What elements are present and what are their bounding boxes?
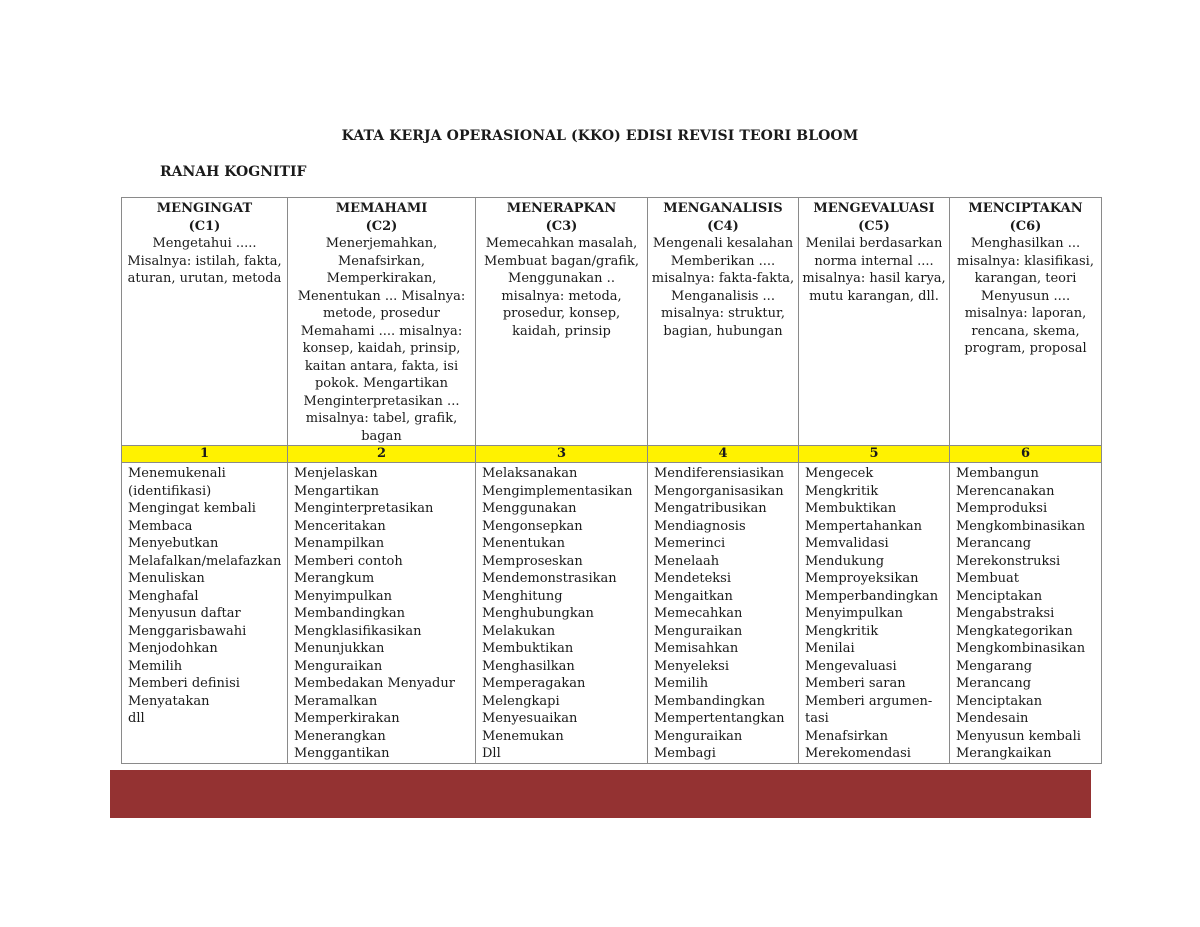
- verb-item: Menciptakan: [956, 693, 1043, 709]
- footer-bar: [110, 770, 1091, 818]
- verb-item: Melaksanakan: [482, 466, 578, 481]
- verb-item: Membandingkan: [654, 693, 765, 709]
- verb-item: Melakukan: [482, 623, 556, 639]
- header-cell-c2: [288, 198, 476, 446]
- verb-item: Memproduksi: [956, 501, 1048, 516]
- verb-item: Memisahkan: [654, 641, 739, 656]
- verb-item: Merancang: [956, 676, 1032, 691]
- verb-item: Mengkategorikan: [956, 623, 1073, 639]
- verb-list-c3: [476, 463, 648, 764]
- verb-item: Menelaah: [654, 553, 720, 569]
- header-cell-c3: [476, 198, 648, 446]
- verb-item: Menceritakan: [294, 518, 386, 534]
- verb-item: Memproyeksikan: [805, 571, 919, 586]
- verb-item: Menerangkan: [294, 728, 386, 744]
- verb-item: Menyimpulkan: [805, 606, 904, 621]
- verb-item: Menyatakan: [128, 693, 210, 709]
- verb-item: Menyebutkan: [128, 536, 219, 551]
- verb-item: Memerinci: [654, 536, 726, 551]
- verb-item: Memberi argumen-: [805, 693, 933, 709]
- verb-list-c1: [122, 463, 288, 764]
- verb-item: Meramalkan: [294, 693, 378, 709]
- verb-item: Menguraikan: [654, 623, 743, 639]
- verb-item: Membagi: [654, 746, 716, 761]
- level-code: (C6): [1009, 218, 1042, 234]
- verb-item: Menghafal: [128, 588, 199, 604]
- verb-item: Menjelaskan: [294, 466, 378, 481]
- verb-item: Dll: [482, 746, 501, 761]
- verb-item: Mengartikan: [294, 483, 380, 499]
- verb-item: Menyusun kembali: [956, 728, 1081, 744]
- verb-item: Mengabstraksi: [956, 606, 1055, 621]
- level-number: 4: [648, 446, 799, 463]
- verb-item: Mengevaluasi: [805, 658, 897, 674]
- verb-item: Memperagakan: [482, 676, 586, 691]
- verb-item: Merangkum: [294, 571, 375, 586]
- level-code: (C4): [707, 218, 739, 234]
- level-code: (C2): [365, 218, 398, 234]
- verb-item: Menyeleksi: [654, 658, 729, 674]
- verb-item: Melengkapi: [482, 693, 560, 709]
- verb-item: Memilih: [654, 676, 709, 691]
- verb-item: Mengkritik: [805, 623, 879, 639]
- header-row: [122, 198, 1102, 446]
- verb-item: Mengkombinasikan: [956, 518, 1086, 534]
- verb-item: Memperkirakan: [294, 711, 400, 726]
- verb-item: Menguraikan: [294, 658, 383, 674]
- verb-item: Menafsirkan: [805, 728, 888, 744]
- verb-item: Memperbandingkan: [805, 588, 939, 604]
- verb-item: Mengkombinasikan: [956, 641, 1086, 656]
- verb-item: Merekomendasi: [805, 746, 911, 761]
- level-description: Mengetahui ..... Misalnya: istilah, fakta, aturan, urutan, metoda: [127, 236, 282, 286]
- verb-item: Mengarang: [956, 658, 1033, 674]
- verb-item: Mendemonstrasikan: [482, 571, 617, 586]
- verb-item: Memproseskan: [482, 553, 583, 569]
- level-name: MEMAHAMI: [335, 201, 428, 216]
- level-description: Mengenali kesalahan Memberikan .... misalnya: fakta-fakta, Menganalisis ... misalnya: struktur, bagian, hubungan: [651, 236, 795, 339]
- verb-item: Menampilkan: [294, 536, 385, 551]
- level-number: 6: [950, 446, 1102, 463]
- level-name: MENGANALISIS: [663, 201, 783, 216]
- verb-item: Merangkaikan: [956, 746, 1052, 761]
- verb-item: Membangun: [956, 466, 1039, 481]
- verb-item: Merencanakan: [956, 483, 1055, 499]
- number-row: [122, 446, 1102, 463]
- verb-item: Menemukan: [482, 728, 564, 744]
- verb-item: Mengaitkan: [654, 588, 733, 604]
- level-name: MENCIPTAKAN: [968, 201, 1083, 216]
- verb-item: Membuat: [956, 571, 1020, 586]
- verb-item: Membuktikan: [805, 501, 897, 516]
- verb-item: Menggantikan: [294, 746, 390, 761]
- verb-item: Memberi contoh: [294, 553, 403, 569]
- level-number: 1: [122, 446, 288, 463]
- verb-item: Menjodohkan: [128, 641, 218, 656]
- level-number: 5: [799, 446, 950, 463]
- verb-item: Mendiagnosis: [654, 518, 746, 534]
- verb-item: Menyimpulkan: [294, 588, 393, 604]
- verb-item: Mempertentangkan: [654, 711, 785, 726]
- verb-item: Menginterpretasikan: [294, 501, 434, 516]
- verb-item: Menunjukkan: [294, 641, 385, 656]
- level-code: (C3): [545, 218, 578, 234]
- level-code: (C1): [188, 218, 221, 234]
- header-cell-c4: [648, 198, 799, 446]
- verb-item: Menghubungkan: [482, 606, 594, 621]
- verb-item: dll: [128, 711, 145, 726]
- verb-item: Mengorganisasikan: [654, 483, 784, 499]
- verb-item: Memberi saran: [805, 676, 906, 691]
- verb-item: Menguraikan: [654, 728, 743, 744]
- verb-item: Mengimplementasikan: [482, 483, 633, 499]
- level-description: Menilai berdasarkan norma internal .... misalnya: hasil karya, mutu karangan, dll.: [802, 236, 946, 304]
- verb-item: Menuliskan: [128, 571, 205, 586]
- verb-item: Memilih: [128, 658, 183, 674]
- verb-item: Mengingat kembali: [128, 501, 256, 516]
- verb-item: Memecahkan: [654, 606, 743, 621]
- verb-list-c2: [288, 463, 476, 764]
- verb-item: Menciptakan: [956, 588, 1043, 604]
- verb-item: Merekonstruksi: [956, 553, 1061, 569]
- header-cell-c6: [950, 198, 1102, 446]
- section-subtitle: RANAH KOGNITIF: [160, 164, 307, 180]
- level-number: 3: [476, 446, 648, 463]
- verb-item: Mengkritik: [805, 483, 879, 499]
- verb-item: Memberi definisi: [128, 676, 240, 691]
- verb-item: Menyusun daftar: [128, 606, 241, 621]
- verb-item: Melafalkan/melafazkan: [128, 553, 282, 569]
- level-name: MENGINGAT: [156, 201, 253, 216]
- verb-item: Menghasilkan: [482, 658, 575, 674]
- verb-item: (identifikasi): [128, 483, 212, 499]
- verb-item: Mempertahankan: [805, 518, 923, 534]
- kko-table: [121, 197, 1102, 764]
- verb-item: Mengecek: [805, 466, 874, 481]
- level-description: Menerjemahkan, Menafsirkan, Memperkirakan, Menentukan ... Misalnya: metode, prosedur Memahami .... misalnya: konsep, kaidah, prinsip, kaitan antara, fakta, isi pokok. Mengartikan Menginterpretasikan ... misalnya: tabel, grafik, bagan: [297, 236, 466, 444]
- verb-item: Menilai: [805, 641, 855, 656]
- level-description: Memecahkan masalah, Membuat bagan/grafik, Menggunakan .. misalnya: metoda, prosedur, konsep, kaidah, prinsip: [484, 236, 639, 339]
- verb-item: Merancang: [956, 536, 1032, 551]
- verb-item: Menggarisbawahi: [128, 623, 247, 639]
- level-name: MENGEVALUASI: [813, 201, 935, 216]
- header-cell-c1: [122, 198, 288, 446]
- level-name: MENERAPKAN: [506, 201, 617, 216]
- header-cell-c5: [799, 198, 950, 446]
- verb-item: Menemukenali: [128, 466, 226, 481]
- verb-item: Menggunakan: [482, 501, 577, 516]
- verb-list-c6: [950, 463, 1102, 764]
- verb-item: Membaca: [128, 518, 193, 534]
- verb-item: Menghitung: [482, 588, 563, 604]
- level-description: Menghasilkan ... misalnya: klasifikasi, karangan, teori Menyusun .... misalnya: laporan, rencana, skema, program, proposal: [957, 236, 1094, 356]
- document-title: KATA KERJA OPERASIONAL (KKO) EDISI REVISI TEORI BLOOM: [341, 128, 859, 144]
- verb-item: Memvalidasi: [805, 536, 889, 551]
- verb-item: tasi: [805, 711, 829, 726]
- verb-list-c5: [799, 463, 950, 764]
- verb-item: Membuktikan: [482, 641, 574, 656]
- verb-item: Mengatribusikan: [654, 501, 767, 516]
- verb-item: Membandingkan: [294, 606, 405, 621]
- verb-item: Menyesuaikan: [482, 711, 578, 726]
- verb-item: Mendiferensiasikan: [654, 466, 785, 481]
- verb-row: [122, 463, 1102, 764]
- verb-item: Menentukan: [482, 536, 566, 551]
- verb-item: Mengonsepkan: [482, 518, 583, 534]
- verb-item: Mendesain: [956, 711, 1029, 726]
- verb-item: Mengklasifikasikan: [294, 623, 422, 639]
- verb-list-c4: [648, 463, 799, 764]
- level-number: 2: [288, 446, 476, 463]
- level-code: (C5): [858, 218, 890, 234]
- verb-item: Mendeteksi: [654, 571, 732, 586]
- verb-item: Mendukung: [805, 553, 885, 569]
- verb-item: Membedakan Menyadur: [294, 676, 455, 691]
